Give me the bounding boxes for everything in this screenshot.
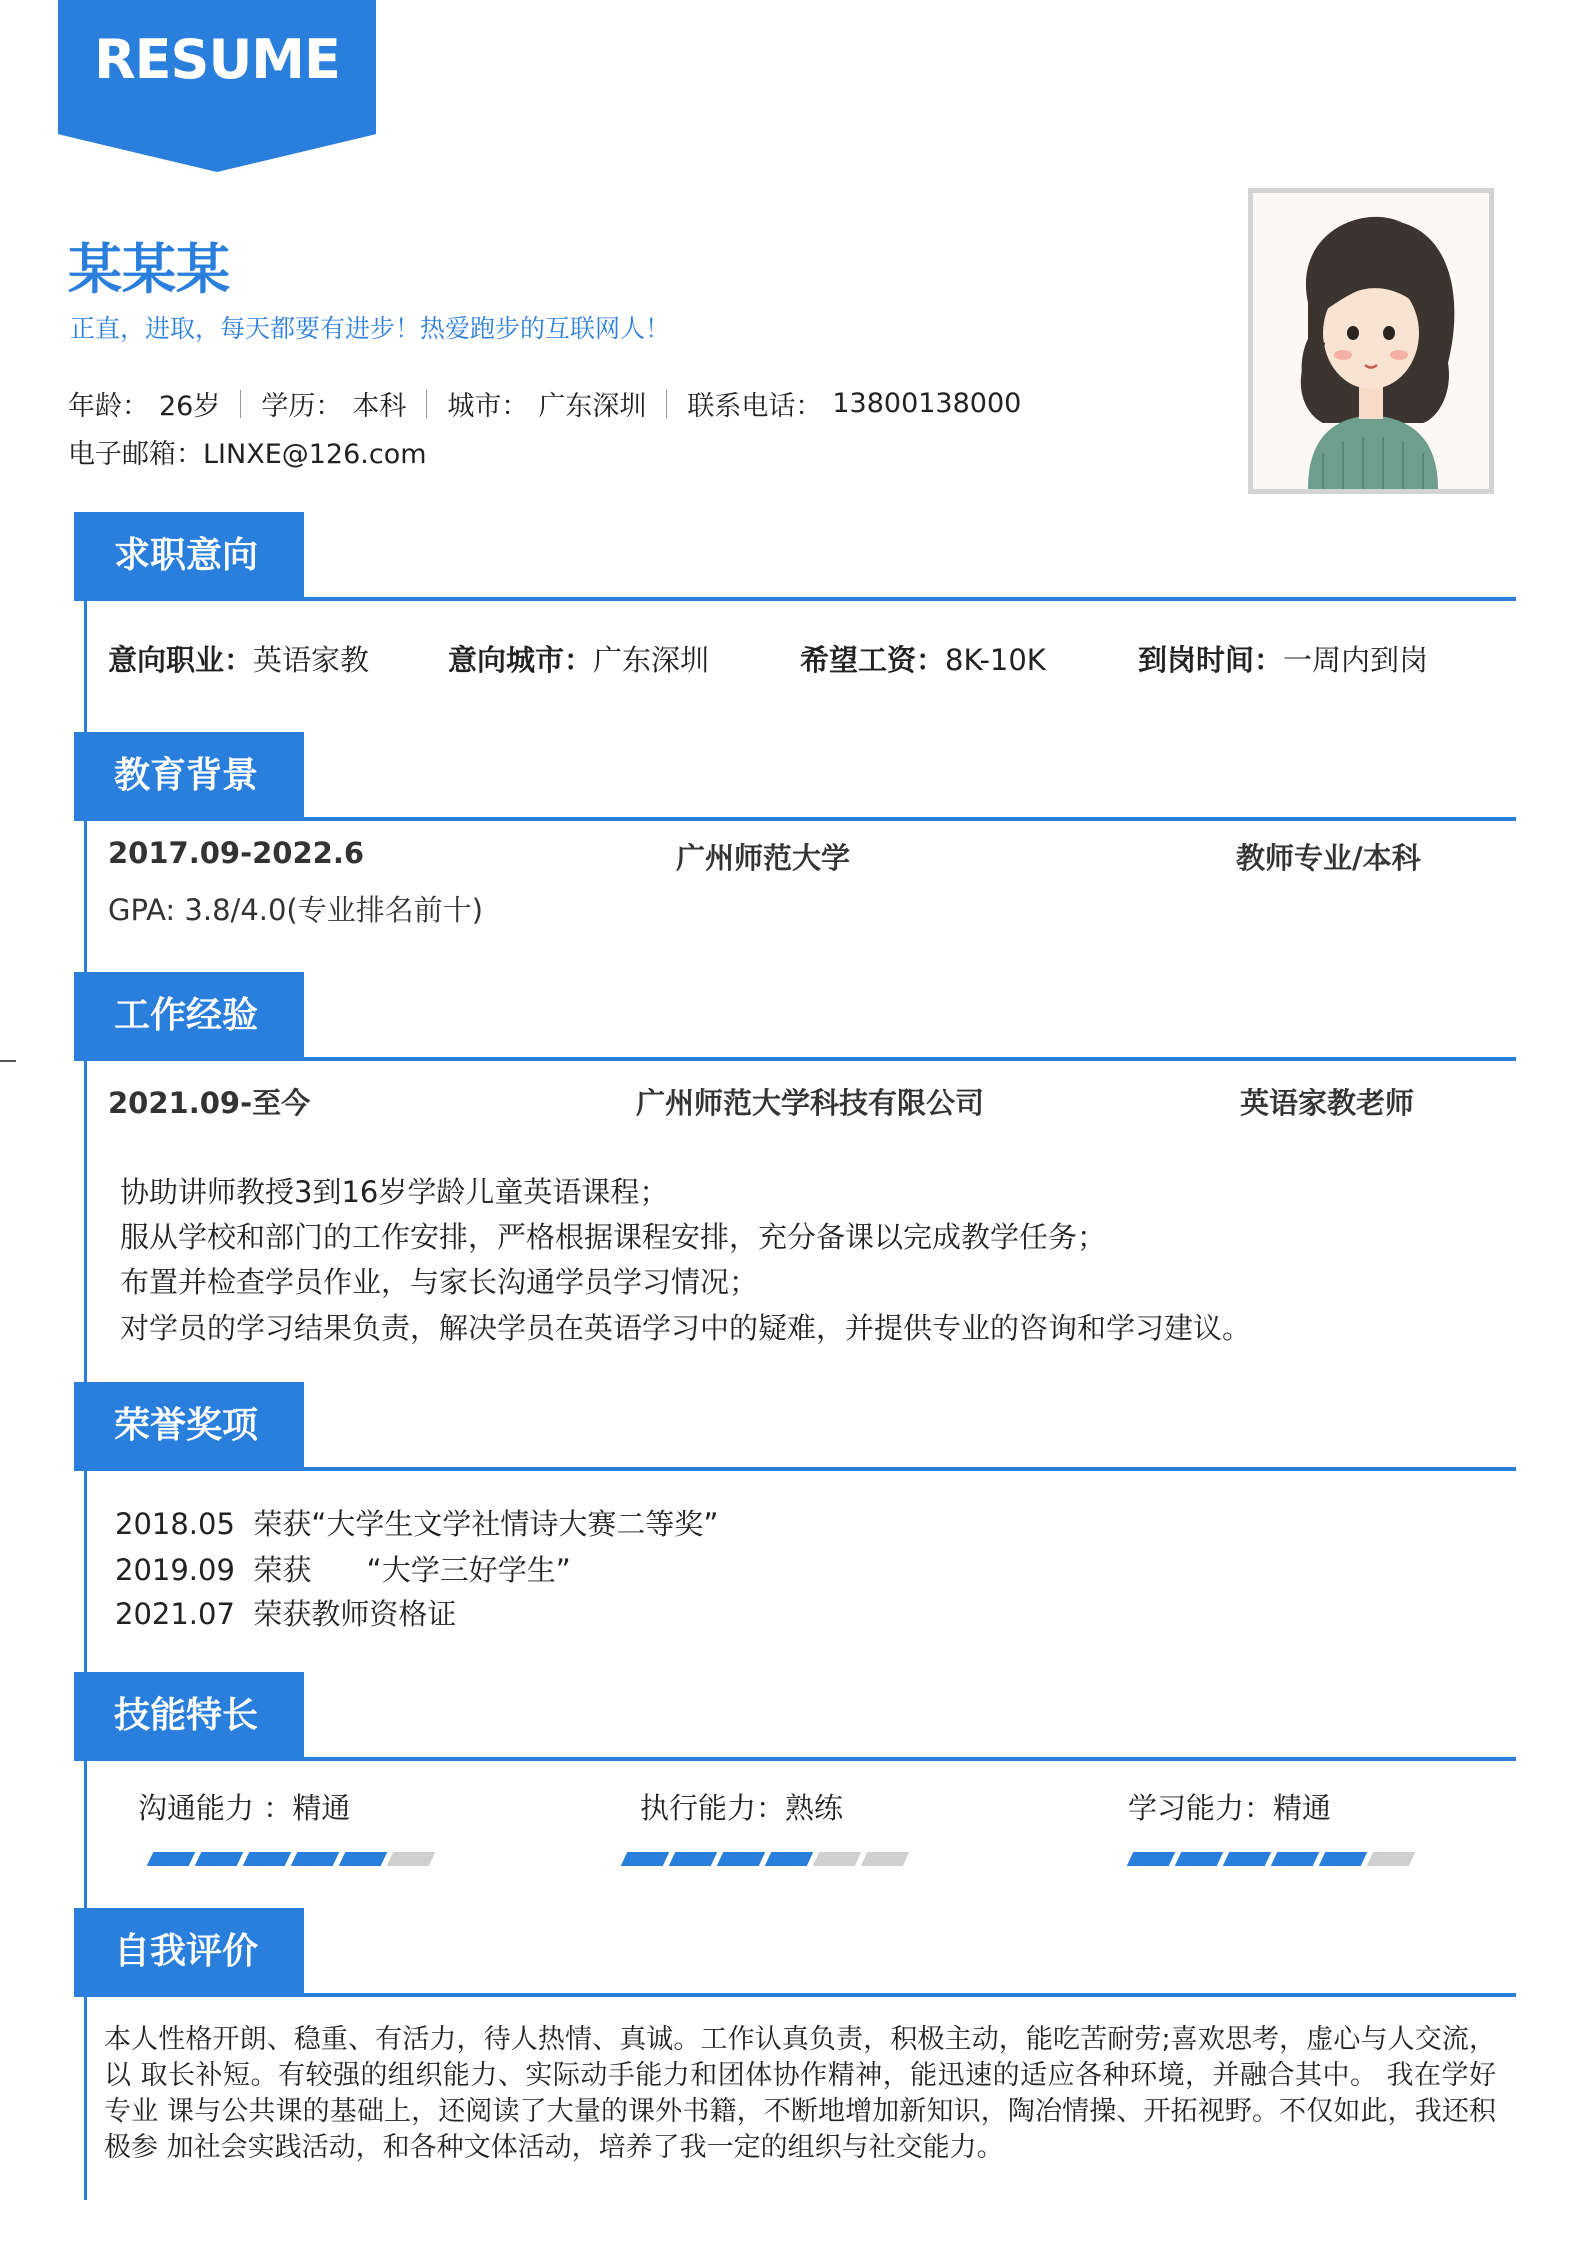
job-value: 英语家教 bbox=[253, 643, 370, 677]
honor-item bbox=[115, 1502, 718, 1543]
city-value: 广东深圳 bbox=[593, 643, 710, 677]
job-label: 意向职业： bbox=[108, 643, 254, 677]
intention-job bbox=[108, 638, 369, 679]
skill-label: 学习能力：精通 bbox=[1128, 1791, 1332, 1825]
phone-value: 13800138000 bbox=[832, 388, 1022, 419]
honor-date: 2018.05 bbox=[115, 1507, 235, 1541]
work-duty: 协助讲师教授3到16岁学龄儿童英语课程； bbox=[120, 1175, 669, 1209]
divider bbox=[666, 390, 667, 418]
work-duty: 服从学校和部门的工作安排，严格根据课程安排，充分备课以完成教学任务； bbox=[120, 1220, 1107, 1254]
work-duty: 对学员的学习结果负责，解决学员在英语学习中的疑难，并提供专业的咨询和学习建议。 bbox=[120, 1311, 1252, 1345]
section-header-intention: 求职意向 bbox=[74, 512, 304, 600]
skill-level-bar bbox=[150, 1852, 432, 1866]
honor-date: 2019.09 bbox=[115, 1553, 235, 1587]
skill-segment-filled bbox=[243, 1852, 292, 1866]
work-role: 英语家教老师 bbox=[1240, 1086, 1415, 1120]
honor-item bbox=[115, 1592, 456, 1633]
email-value[interactable]: LINXE@126.com bbox=[203, 439, 427, 470]
start-value: 一周内到岗 bbox=[1283, 643, 1429, 677]
section-divider bbox=[74, 1467, 1516, 1471]
skill-segment-filled bbox=[1271, 1852, 1320, 1866]
education-school: 广州师范大学 bbox=[676, 841, 851, 875]
skill-segment-filled bbox=[147, 1852, 196, 1866]
city-value: 广东深圳 bbox=[538, 391, 647, 422]
section-header-skills: 技能特长 bbox=[74, 1672, 304, 1760]
skill-segment-empty bbox=[1367, 1852, 1416, 1866]
section-header-work: 工作经验 bbox=[74, 972, 304, 1060]
section-divider bbox=[74, 1757, 1516, 1761]
section-divider bbox=[74, 597, 1516, 601]
skill-segment-empty bbox=[861, 1852, 910, 1866]
section-header-self-eval: 自我评价 bbox=[74, 1908, 304, 1996]
section-divider bbox=[74, 1993, 1516, 1997]
skill-segment-empty bbox=[813, 1852, 862, 1866]
skill-segment-filled bbox=[621, 1852, 670, 1866]
skill-segment-filled bbox=[1127, 1852, 1176, 1866]
education-gpa: GPA: 3.8/4.0(专业排名前十) bbox=[108, 893, 484, 927]
personal-info-row bbox=[68, 384, 1021, 423]
skill-segment-filled bbox=[669, 1852, 718, 1866]
skill-segment-filled bbox=[1175, 1852, 1224, 1866]
education-period: 2017.09-2022.6 bbox=[108, 836, 365, 870]
education-major: 教师专业/本科 bbox=[1236, 841, 1421, 875]
intention-start bbox=[1138, 638, 1428, 679]
section-header-honors: 荣誉奖项 bbox=[74, 1382, 304, 1470]
skill-level-bar bbox=[624, 1852, 906, 1866]
work-period: 2021.09-至今 bbox=[108, 1086, 311, 1120]
phone-label: 联系电话： bbox=[687, 391, 823, 422]
honor-item bbox=[115, 1548, 571, 1589]
skill-segment-filled bbox=[291, 1852, 340, 1866]
skill-segment-filled bbox=[195, 1852, 244, 1866]
start-label: 到岗时间： bbox=[1138, 643, 1284, 677]
skill-segment-filled bbox=[1223, 1852, 1272, 1866]
self-evaluation-text: 本人性格开朗、稳重、有活力，待人热情、真诚。工作认真负责，积极主动，能吃苦耐劳;喜欢思考，虚心与人交流，以 取长补短。有较强的组织能力、实际动手能力和团体协作精神，能迅速的适应各种环境，并融合其中。 我在学好专业 课与公共课的基础上，还阅读了大量的课外书籍，不断地增加新知识，陶冶情操、开拓视野。不仅如此，我还积极参 加社会实践活动，和各种文体活动，培养了我一定的组织与社交能力。 bbox=[104, 2024, 1496, 2163]
salary-value: 8K-10K bbox=[945, 643, 1046, 677]
honor-date: 2021.07 bbox=[115, 1597, 235, 1631]
skill-segment-filled bbox=[765, 1852, 814, 1866]
education-label: 学历： bbox=[261, 391, 343, 422]
city-label: 意向城市： bbox=[448, 643, 594, 677]
motto: 正直，进取，每天都要有进步！热爱跑步的互联网人！ bbox=[70, 314, 671, 343]
skill-label: 沟通能力 ：精通 bbox=[138, 1791, 351, 1825]
divider bbox=[240, 390, 241, 418]
skill-segment-filled bbox=[339, 1852, 388, 1866]
salary-label: 希望工资： bbox=[800, 643, 946, 677]
email-row bbox=[68, 432, 427, 471]
honor-text: 荣获 “大学三好学生” bbox=[253, 1553, 571, 1587]
divider bbox=[426, 390, 427, 418]
skill-level-bar bbox=[1130, 1852, 1412, 1866]
skill-label: 执行能力：熟练 bbox=[640, 1791, 844, 1825]
age-value: 26岁 bbox=[159, 391, 221, 422]
skill-segment-filled bbox=[1319, 1852, 1368, 1866]
section-divider bbox=[74, 817, 1516, 821]
honor-text: 荣获教师资格证 bbox=[253, 1597, 457, 1631]
city-label: 城市： bbox=[447, 391, 529, 422]
section-header-education: 教育背景 bbox=[74, 732, 304, 820]
skill-segment-filled bbox=[717, 1852, 766, 1866]
candidate-name: 某某某 bbox=[68, 238, 230, 301]
avatar-illustration bbox=[1253, 193, 1489, 489]
intention-salary bbox=[800, 638, 1046, 679]
work-company: 广州师范大学科技有限公司 bbox=[636, 1086, 985, 1120]
intention-city bbox=[448, 638, 709, 679]
work-duty: 布置并检查学员作业，与家长沟通学员学习情况； bbox=[120, 1265, 759, 1299]
section-divider bbox=[74, 1057, 1516, 1061]
profile-photo bbox=[1248, 188, 1494, 494]
education-value: 本科 bbox=[352, 391, 407, 422]
skill-segment-empty bbox=[387, 1852, 436, 1866]
honor-text: 荣获“大学生文学社情诗大赛二等奖” bbox=[253, 1507, 719, 1541]
age-label: 年龄： bbox=[68, 391, 149, 422]
email-label: 电子邮箱： bbox=[68, 439, 203, 470]
resume-banner-title: RESUME bbox=[94, 28, 340, 91]
stray-mark bbox=[0, 1060, 16, 1062]
